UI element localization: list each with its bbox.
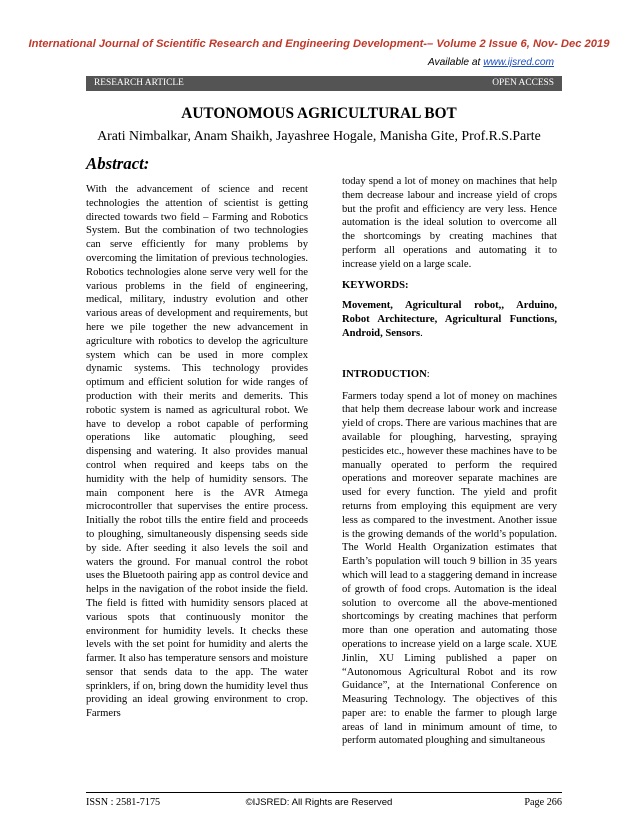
- article-type-label: RESEARCH ARTICLE: [94, 78, 184, 88]
- abstract-heading: Abstract:: [86, 154, 150, 173]
- keywords-paragraph: [342, 299, 557, 340]
- abstract-continuation: today spend a lot of money on machines that help them decrease labour and increase yield of crops but the profit and efficiency are very less. Hence automation is the ideal solution to overcome all the shortcomings by creating machines that perform all operations and automating it to increase yield on a large scale.: [342, 176, 557, 270]
- introduction-heading: INTRODUCTION: [342, 368, 427, 380]
- introduction-colon: :: [426, 368, 430, 380]
- right-column: [342, 175, 557, 748]
- abstract-text: With the advancement of science and recent technologies the attention of scientist is getting directed towards two field – Farming and Robotics System. But the combination of two technologies can serve efficiently for many problems by overcoming the limitation of previous technologies. Robotics technologies alone serve very well for the various problems in the field of engineering, medical, military, industry evolution and other various areas of development and requirements, but here we pile together the new advancement in agriculture with robotics to develop the agriculture system which can be used in more complex dynamic systems. This technology provides optimum and efficient solution for wide ranges of production with their merits and demerits. This robotic system is named as agricultural robot. We have to develop a robot capable of performing operations like automatic ploughing, seed dispensing and watering. It also provides manual control when required and keeps tabs on the humidity with the help of humidity sensors. The main component here is the AVR Atmega microcontroller that supervises the entire process. Initially the robot tills the entire field and proceeds to ploughing, simultaneously dispensing seeds side by side. After seeding it also levels the soil and waters the ground. For manual control the robot uses the Bluetooth pairing app as control device and helps in the navigation of the robot inside the field. The field is fitted with humidity sensors placed at various spots that continuously monitor the environment for humidity levels. It checks these levels with the set point for humidity and alerts the farmer. It also has temperature sensors and moisture sensor that sends data to the app. The water sprinklers, if on, bring down the humidity level thus providing an ideal growing environment to crop. Farmers: [86, 184, 308, 720]
- available-prefix: Available at: [427, 57, 484, 68]
- footer-page-number: Page 266: [524, 797, 562, 808]
- paper-title: AUTONOMOUS AGRICULTURAL BOT: [181, 105, 457, 122]
- introduction-heading-line: [342, 368, 557, 382]
- availability-line: [428, 57, 554, 68]
- footer-copyright: ©IJSRED: All Rights are Reserved: [245, 797, 393, 808]
- article-banner: [86, 76, 562, 91]
- keywords-text: Movement, Agricultural robot,, Arduino, Robot Architecture, Agricultural Functions, Android, Sensors: [342, 300, 557, 339]
- paper-authors: Arati Nimbalkar, Anam Shaikh, Jayashree Hogale, Manisha Gite, Prof.R.S.Parte: [97, 128, 541, 143]
- footer-rule: [86, 792, 562, 793]
- journal-website-link[interactable]: www.ijsred.com: [483, 57, 554, 68]
- keywords-end: .: [420, 327, 423, 339]
- keywords-heading: KEYWORDS:: [342, 279, 409, 291]
- left-column: [86, 183, 308, 721]
- open-access-label: OPEN ACCESS: [492, 78, 554, 88]
- introduction-text: Farmers today spend a lot of money on machines that help them decrease labour work and increase yield of crops. There are various machines that are available for ploughing, harvesting, spraying pesticides etc., however these machines have to be manually operated to perform the required operations and moreover separate machines are used for every function. The yield and profit returns from employing this equipment are very less as compared to the investment. Another issue is the growing demands of the world’s population. The World Health Organization estimates that Earth’s population will touch 9 billion in 35 years which will lead to a staggering demand in increase of growth of food crops. Automation is the ideal solution to overcome all the above-mentioned shortcomings by creating machines that perform more than one operation and automating those operations to increase yield on a large scale. XUE Jinlin, XU Liming published a paper on “Autonomous Agricultural Robot and its row Guidance”, at the International Conference on Measuring Technology. The objectives of this paper are: to enable the farmer to plough large areas of land in minimum amount of time, to perform automated ploughing and simultaneous: [342, 390, 557, 747]
- footer-issn: ISSN : 2581-7175: [86, 797, 161, 808]
- journal-header: International Journal of Scientific Research and Engineering Development-– Volume 2 Issue 6, Nov- Dec 2019: [28, 38, 610, 50]
